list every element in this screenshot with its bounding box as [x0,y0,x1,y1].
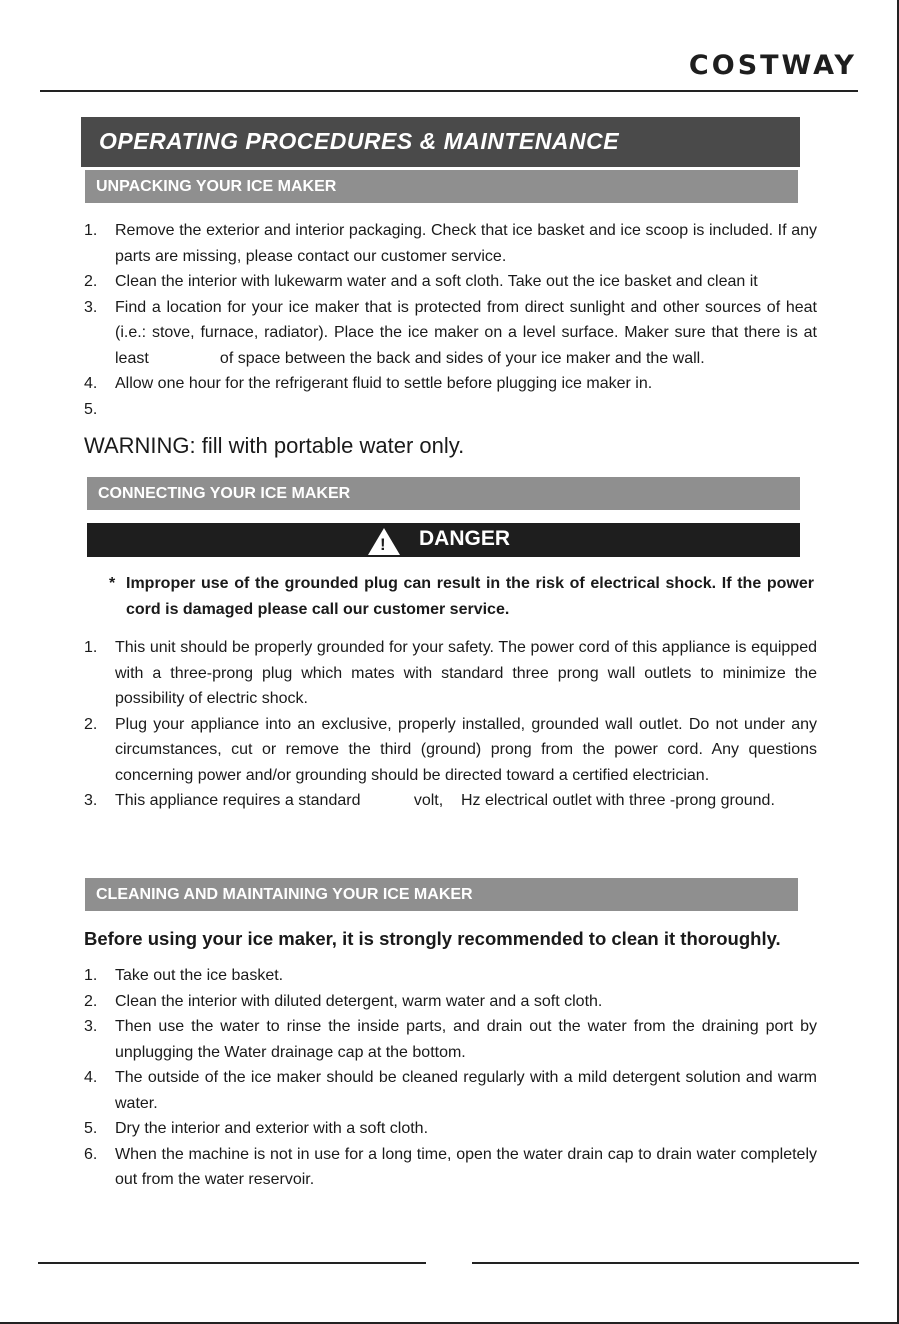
header-divider [40,90,858,92]
connecting-list [84,635,817,814]
footer-divider-left [38,1262,426,1264]
water-warning: WARNING: fill with portable water only. [84,433,465,458]
danger-label: DANGER [419,527,511,550]
footer-divider-right [472,1262,859,1264]
section-title: CONNECTING YOUR ICE MAKER [98,485,351,502]
cleaning-intro: Before using your ice maker, it is strongly recommended to clean it thoroughly. [84,928,781,949]
list-item: 2. Clean the interior with diluted detergent, warm water and a soft cloth. [84,992,603,1010]
danger-banner [87,523,800,557]
electrical-shock-note: * Improper use of the grounded plug can result in the risk of electrical shock. If the power cord is damaged please call our customer service. [109,575,814,618]
list-item: 6. When the machine is not in use for a long time, open the water drain cap to drain water completely out from the water reservoir. [84,1145,817,1188]
list-item: 4. The outside of the ice maker should be cleaned regularly with a mild detergent solution and warm water. [84,1069,817,1112]
list-item: 3. Then use the water to rinse the inside parts, and drain out the water from the draining port by unplugging the Water drainage cap at the bottom. [84,1018,817,1061]
warning-triangle-icon: ! [368,528,400,555]
list-item: 4. Allow one hour for the refrigerant fluid to settle before plugging ice maker in. [84,375,653,392]
list-item: 2. Clean the interior with lukewarm water and a soft cloth. Take out the ice basket and clean it [84,273,758,290]
cleaning-list [84,963,817,1193]
list-item: 1. Remove the exterior and interior packaging. Check that ice basket and ice scoop is included. If any parts are missing, please contact our customer service. [84,222,817,265]
list-item: 3. This appliance requires a standard volt, Hz electrical outlet with three -prong ground. [84,792,775,809]
section-title: UNPACKING YOUR ICE MAKER [96,178,337,195]
page-title-bar [81,117,800,167]
list-item: 1. Take out the ice basket. [84,967,284,984]
list-item: 5. Dry the interior and exterior with a soft cloth. [84,1120,429,1137]
unpacking-list [84,218,822,422]
list-item: 1. This unit should be properly grounded for your safety. The power cord of this appliance is equipped with a three-prong plug which mates with standard three prong wall outlets to minimize the possibility of electric shock. [84,639,817,707]
section-title: CLEANING AND MAINTAINING YOUR ICE MAKER [96,886,473,903]
list-item: 2. Plug your appliance into an exclusive, properly installed, grounded wall outlet. Do not under any circumstances, cut or remove the third (ground) prong from the power cord. Any questions concerning power and/or grounding should be directed toward a certified electrician. [84,715,817,784]
section-header-connecting [87,477,800,510]
page-title: OPERATING PROCEDURES & MAINTENANCE [99,128,620,154]
list-item: 5. [84,400,98,418]
list-item: 3. Find a location for your ice maker that is protected from direct sunlight and other sources of heat (i.e.: stove, furnace, radiator). Place the ice maker on a level surface. Maker sure that there is at least of space between the back and sides of your ice maker and the wall. [84,298,822,367]
brand-logo: COSTWAY [688,50,857,81]
section-header-unpacking [85,170,798,203]
section-header-cleaning [85,878,798,911]
